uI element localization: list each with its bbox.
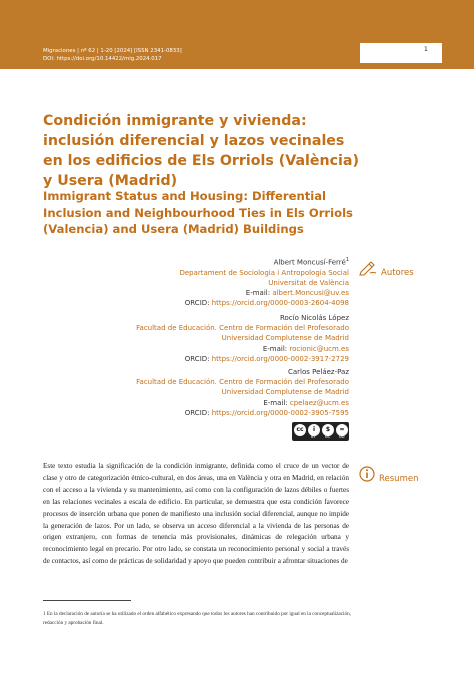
author-orcid: ORCID: https://orcid.org/0000-0003-2604-4098 [184, 299, 349, 308]
nc-icon: $ [322, 424, 334, 436]
info-circle-icon [359, 466, 375, 482]
by-label: BY [311, 435, 316, 439]
author-email: E-mail: rocionic@ucm.es [262, 344, 349, 353]
cc-icon: cc [294, 424, 306, 436]
email-link[interactable]: cpelaez@ucm.es [289, 398, 349, 407]
author-university: Universidad Complutense de Madrid [221, 334, 349, 343]
author-entry [69, 255, 349, 308]
footnote-divider [43, 600, 131, 601]
footnote: 1 En la declaración de autoría se ha utilizado el orden alfabético expresando que todos los autores han contribuido por igual en la conceptualización, redacción y aprobación final. [43, 611, 351, 626]
author-university: Universitat de València [268, 278, 349, 287]
author-department: Facultad de Educación. Centro de Formación del Profesorado [136, 324, 349, 333]
journal-header [0, 0, 474, 69]
email-link[interactable]: rocionic@ucm.es [289, 344, 349, 353]
author-department: Departament de Sociologia i Antropologia Social [179, 268, 349, 277]
journal-info: Migraciones | nº 62 | 1-20 [2024] [ISSN 2341-0833] [43, 48, 182, 54]
author-name: Carlos Peláez-Paz [287, 368, 349, 376]
author-email: E-mail: cpelaez@ucm.es [263, 398, 349, 407]
author-university: Universidad Complutense de Madrid [221, 388, 349, 397]
title-spanish: Condición inmigrante y vivienda: inclusión diferencial y lazos vecinales en los edificios de Els Orriols (València) y Usera (Madrid) [43, 113, 359, 189]
author-name: Rocío Nicolás López [279, 314, 349, 322]
cc-license-badge[interactable] [292, 422, 349, 441]
page-number-box [360, 43, 442, 63]
nd-icon: = [336, 424, 348, 436]
orcid-link[interactable]: https://orcid.org/0000-0003-2604-4098 [211, 299, 349, 308]
by-icon: i [308, 424, 320, 436]
orcid-link[interactable]: https://orcid.org/0000-0002-3917-2729 [211, 354, 349, 363]
author-orcid: ORCID: https://orcid.org/0000-0002-3905-7595 [184, 408, 349, 417]
abstract-label: Resumen [379, 474, 419, 484]
orcid-link[interactable]: https://orcid.org/0000-0002-3905-7595 [211, 408, 349, 417]
author-email: E-mail: albert.Moncusi@uv.es [245, 288, 349, 297]
nd-label: ND [339, 435, 345, 439]
author-department: Facultad de Educación. Centro de Formación del Profesorado [136, 378, 349, 387]
nc-label: NC [325, 435, 331, 439]
authors-label: Autores [381, 268, 414, 278]
abstract-text: Este texto estudia la significación de la condición inmigrante, definida como el cruce de un vector de clase y otro de categorización étnico-cultural, en dos áreas, una en València y otra en Madrid, en relación con el acceso a la vivienda y su mantenimiento, así como con la configuración de lazos débiles o fuertes en las relaciones vecinales a escala de edificio. En particular, se demuestra que esta condición favorece procesos de inserción urbana que ponen de manifiesto una inclusión social diferencial, aunque no impide la generación de lazos. Por un lado, se observa un acceso diferencial a la vivienda de las personas de origen extranjero, con formas de tenencia más provisionales, dinámicas de relegación urbana y reconocimiento legal en precario. Por otro lado, se constata un reconocimiento personal y social a través de contactos, así como de prácticas de solidaridad y apoyo que pueden contribuir a afrontar situaciones de [43, 462, 349, 566]
title-english: Immigrant Status and Housing: Differential Inclusion and Neighbourhood Ties in Els Orriols (Valencia) and Usera (Madrid) Buildings [43, 189, 353, 236]
author-entry [69, 313, 349, 364]
author-name: Albert Moncusí-Ferré$^1$ [273, 257, 349, 267]
email-link[interactable]: albert.Moncusi@uv.es [272, 288, 349, 297]
page-number: 1 [424, 46, 428, 53]
author-entry [69, 367, 349, 418]
pencil-hand-icon [359, 260, 377, 276]
author-orcid: ORCID: https://orcid.org/0000-0002-3917-2729 [184, 354, 349, 363]
doi-link[interactable]: DOI: https://doi.org/10.14422/mig.2024.017 [43, 56, 162, 62]
